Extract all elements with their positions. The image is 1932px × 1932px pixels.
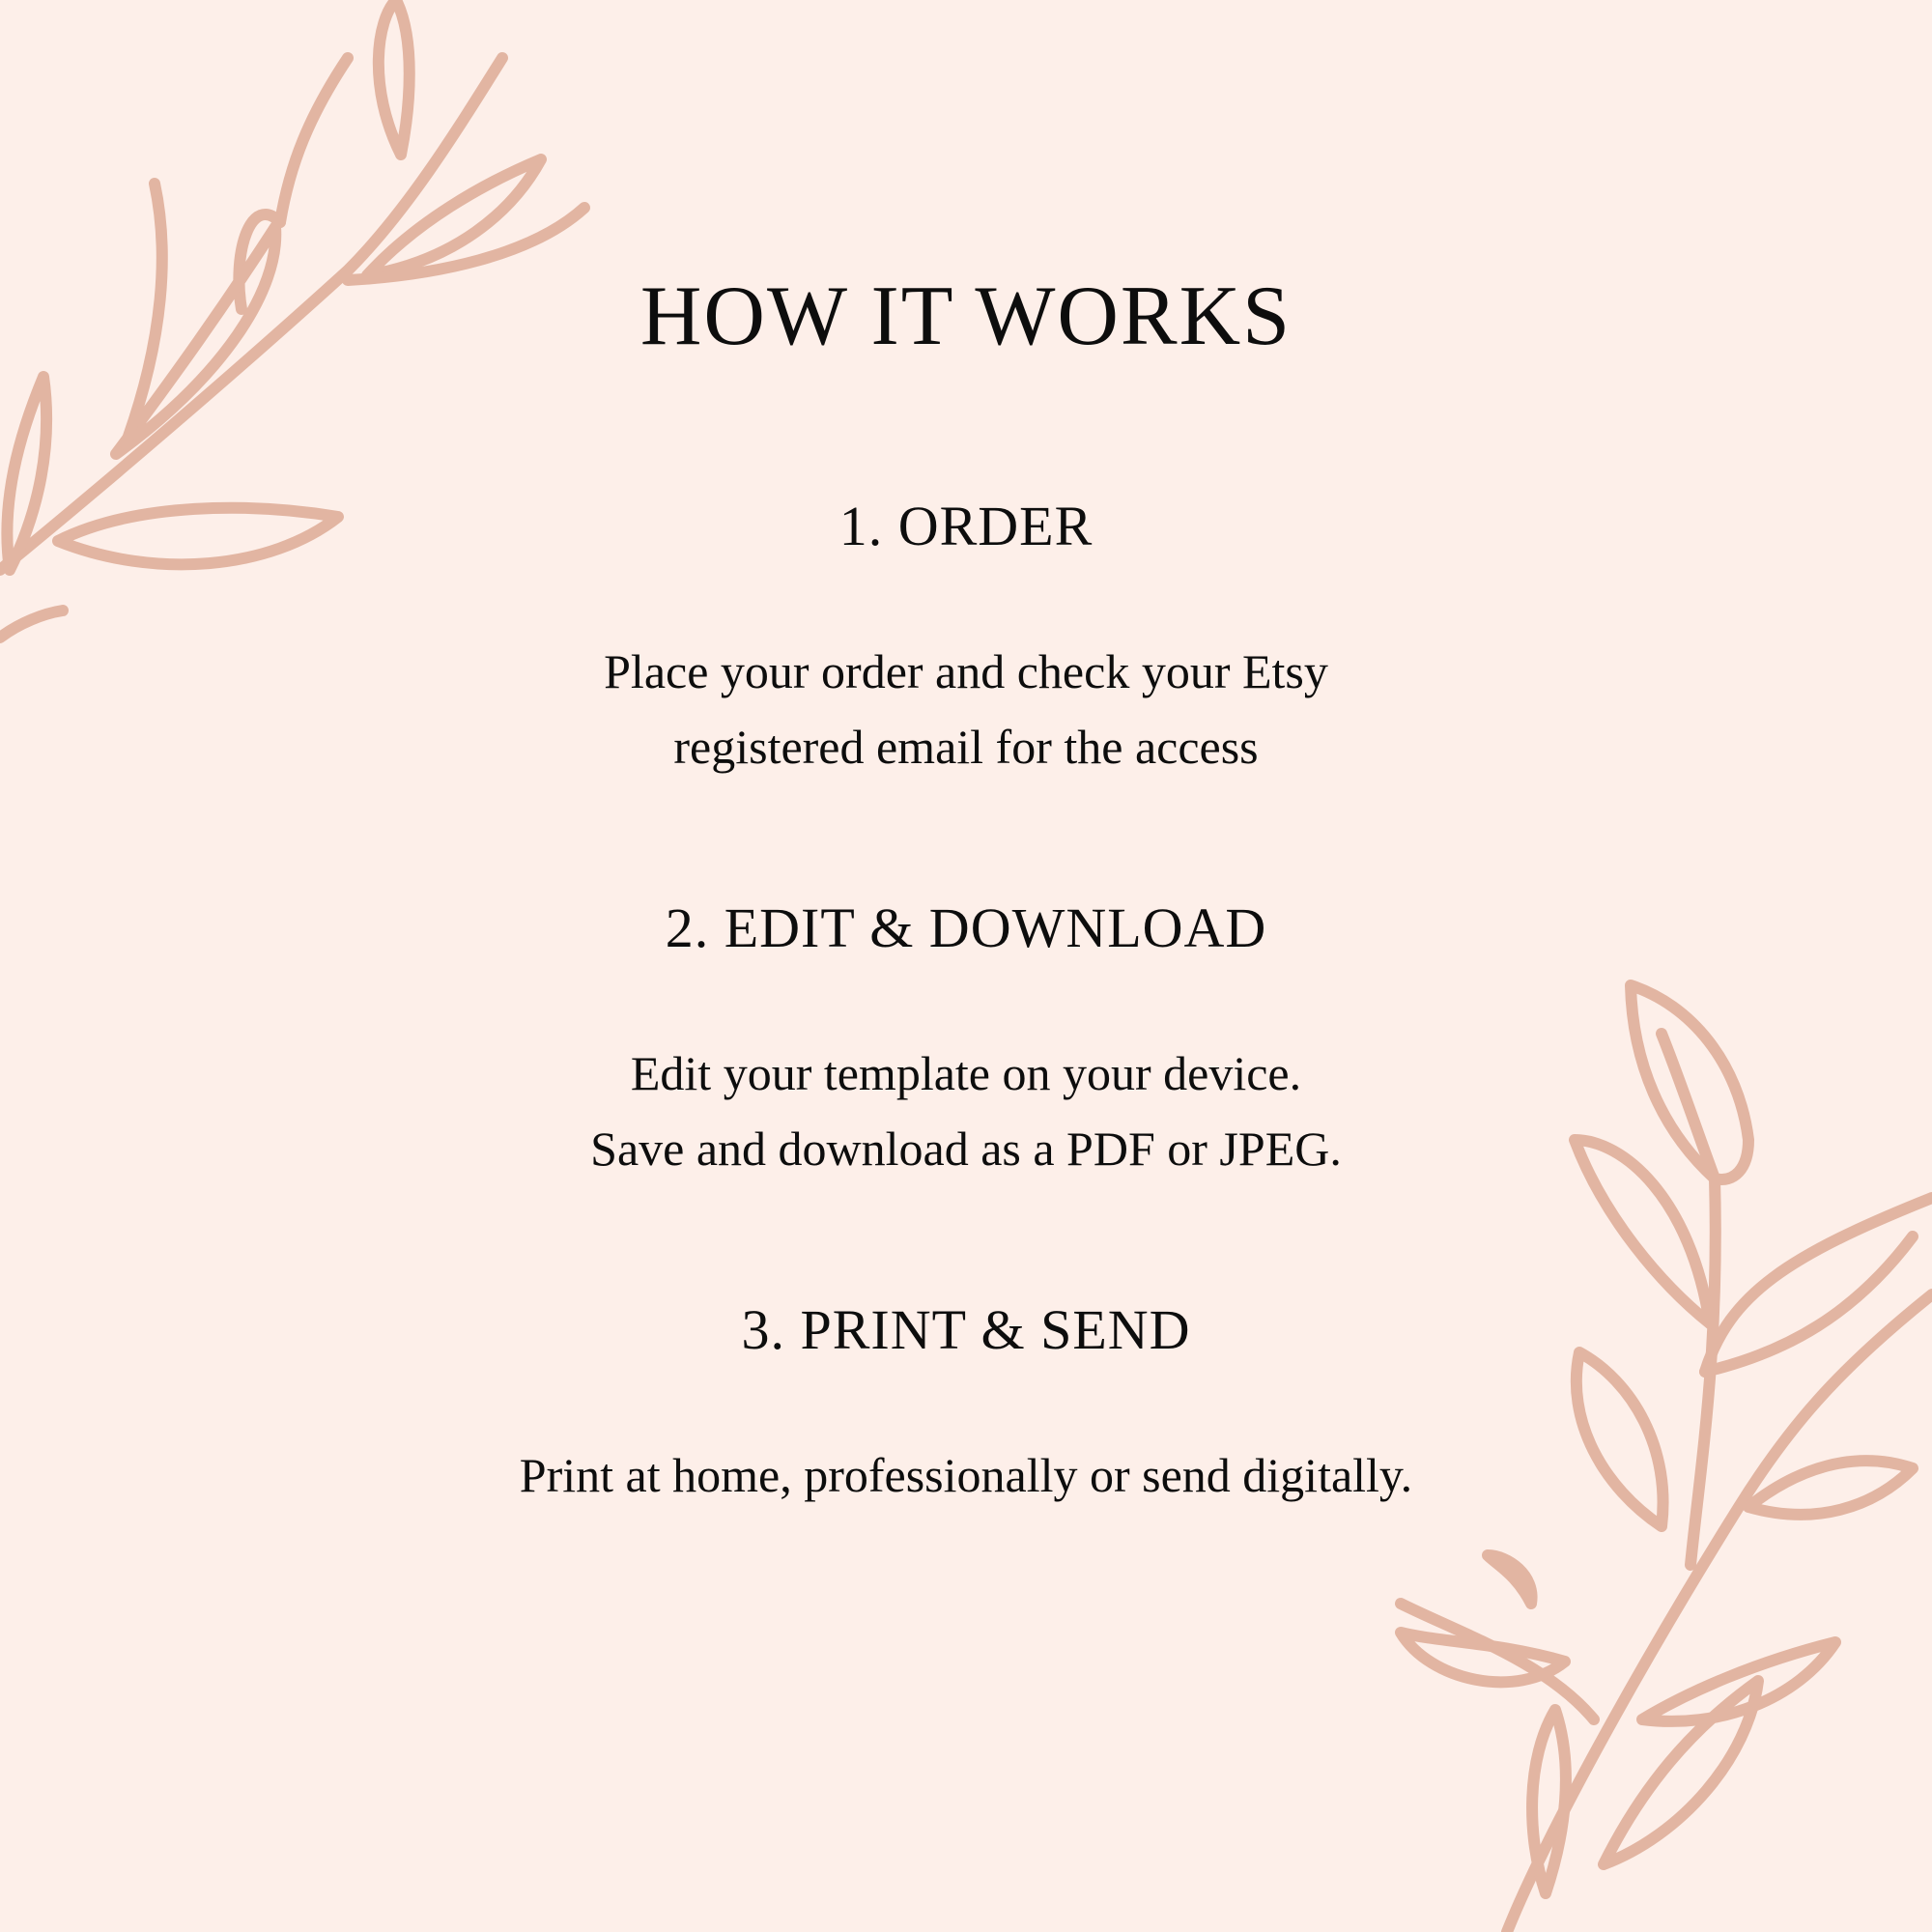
step-1-line-1: Place your order and check your Etsy [604, 644, 1328, 698]
step-1-heading: 1. ORDER [838, 495, 1094, 557]
step-3-heading: 3. PRINT & SEND [741, 1298, 1191, 1361]
step-1-description [0, 634, 1932, 784]
step-3-description [0, 1437, 1932, 1513]
step-2-line-2: Save and download as a PDF or JPEG. [590, 1122, 1342, 1176]
step-2-line-1: Edit your template on your device. [630, 1046, 1302, 1100]
step-2-description [0, 1036, 1932, 1186]
step-3-line-1: Print at home, professionally or send digitally. [519, 1448, 1413, 1502]
step-2-heading: 2. EDIT & DOWNLOAD [665, 896, 1267, 959]
page-title: HOW IT WORKS [639, 270, 1293, 363]
step-1-line-2: registered email for the access [673, 720, 1259, 774]
